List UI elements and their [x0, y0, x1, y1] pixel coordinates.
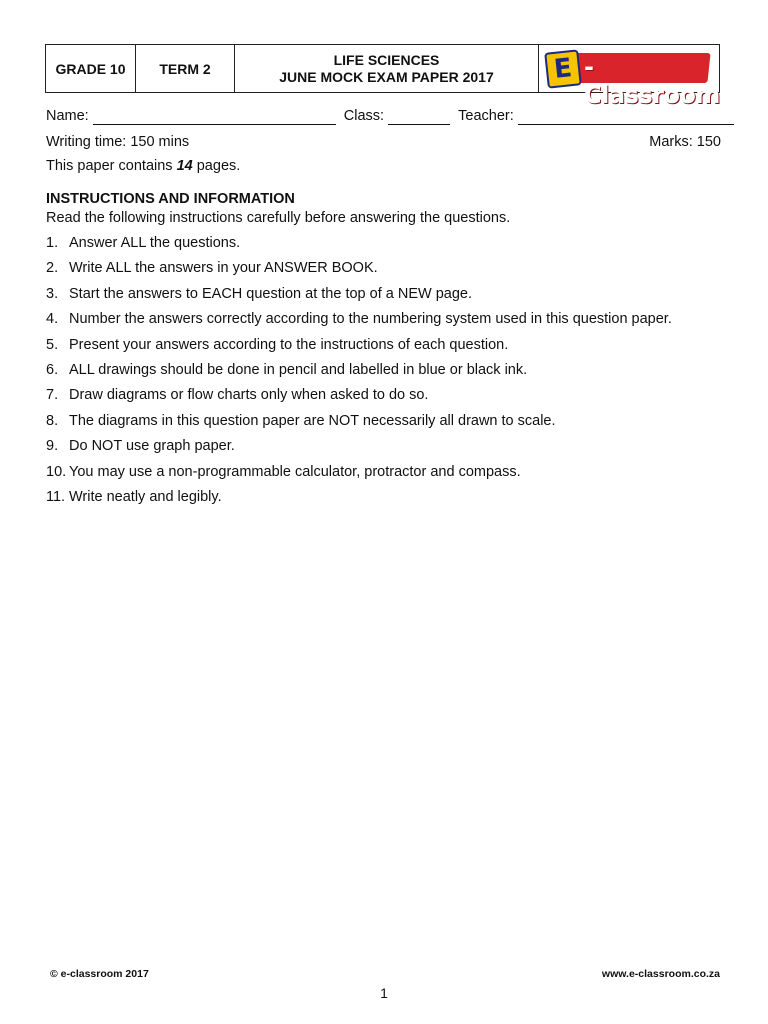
marks: Marks: 150	[649, 134, 721, 150]
instructions-list	[46, 234, 672, 513]
list-item: 11. Write neatly and legibly.	[46, 488, 222, 505]
pages-count: 14	[176, 158, 193, 174]
class-line	[388, 110, 450, 125]
term-cell	[136, 45, 235, 92]
footer-website: www.e-classroom.co.za	[601, 968, 720, 980]
pages-prefix: This paper contains	[46, 158, 177, 174]
list-item: 5. Present your answers according to the instructions of each question.	[46, 336, 509, 353]
grade-cell	[46, 45, 136, 92]
page-number: 1	[380, 985, 388, 1001]
list-item: 7. Draw diagrams or flow charts only when asked to do so.	[46, 387, 429, 404]
exam-title: JUNE MOCK EXAM PAPER 2017	[279, 68, 494, 85]
pages-info	[46, 157, 240, 175]
footer-copyright: © e-classroom 2017	[50, 968, 149, 980]
writing-time: Writing time: 150 mins	[46, 134, 190, 150]
teacher-line	[518, 110, 734, 125]
logo-e-badge: E	[544, 49, 582, 88]
list-item: 2. Write ALL the answers in your ANSWER BOOK.	[46, 260, 378, 277]
list-item: 1. Answer ALL the questions.	[46, 235, 241, 251]
list-item: 4. Number the answers correctly according to the numbering system used in this question paper.	[46, 311, 672, 328]
list-item: 8. The diagrams in this question paper are NOT necessarily all drawn to scale.	[46, 412, 556, 429]
list-item: 3. Start the answers to EACH question at the top of a NEW page.	[46, 285, 472, 302]
instructions-intro: Read the following instructions carefully before answering the questions.	[46, 210, 511, 226]
logo-cell	[539, 45, 720, 109]
logo-wordmark: -Classroom	[584, 52, 720, 109]
grade-label: GRADE 10	[55, 60, 126, 77]
name-line	[93, 110, 336, 125]
term-label: TERM 2	[159, 60, 211, 77]
list-item: 9. Do NOT use graph paper.	[46, 438, 235, 455]
title-cell	[235, 45, 539, 92]
subject-title: LIFE SCIENCES	[333, 51, 440, 68]
list-item: 6. ALL drawings should be done in pencil and labelled in blue or black ink.	[46, 361, 528, 378]
eclassroom-logo	[546, 49, 720, 109]
pages-suffix: pages.	[192, 158, 241, 174]
instructions-heading: INSTRUCTIONS AND INFORMATION	[46, 191, 295, 207]
teacher-label: Teacher:	[458, 108, 514, 124]
header-table	[45, 44, 720, 109]
name-row	[46, 107, 734, 125]
name-label: Name:	[46, 108, 89, 124]
list-item: 10. You may use a non-programmable calculator, protractor and compass.	[46, 463, 521, 480]
class-label: Class:	[343, 108, 385, 124]
